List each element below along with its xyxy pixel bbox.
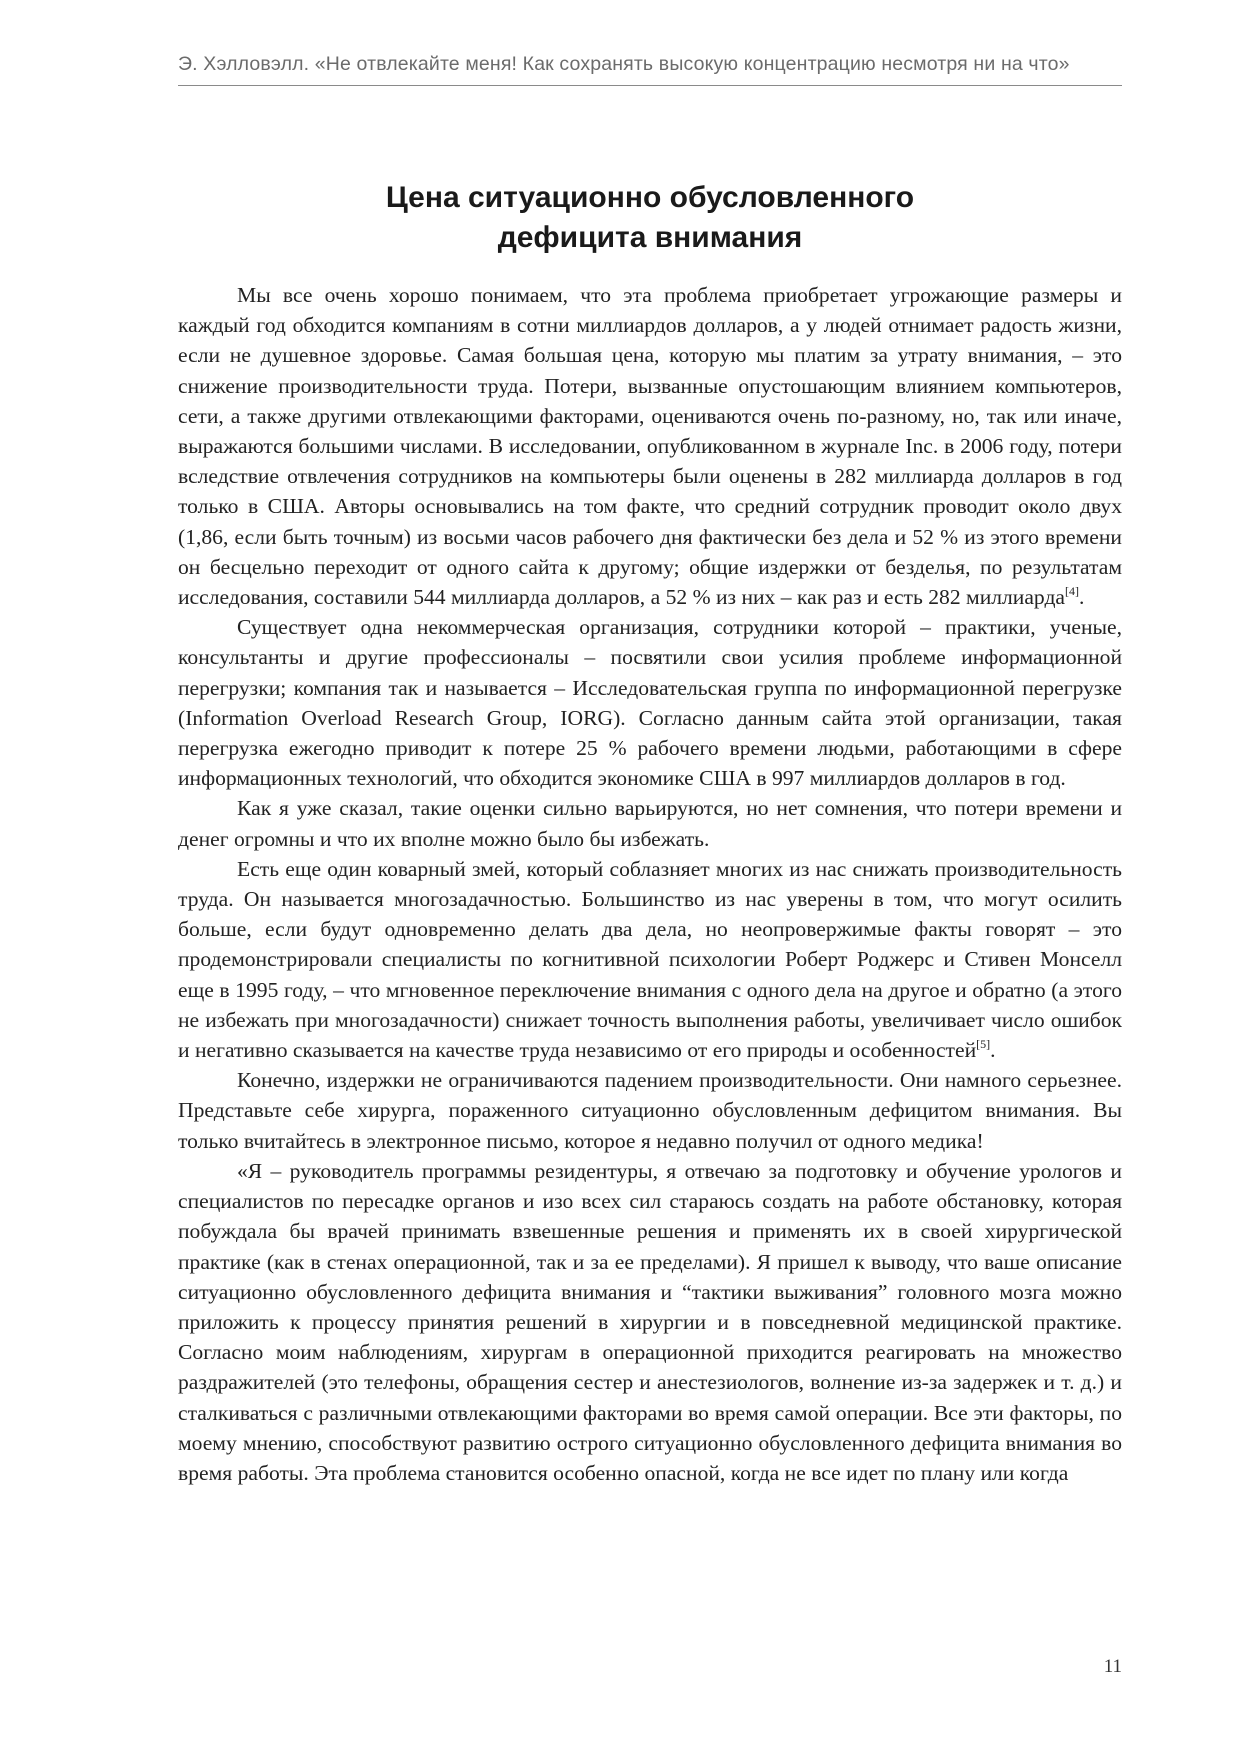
paragraph	[178, 854, 1122, 1065]
paragraph-end: .	[990, 1038, 996, 1063]
footnote-ref[interactable]: [4]	[1065, 584, 1080, 599]
header-divider	[178, 85, 1122, 86]
paragraph: Существует одна некоммерческая организация, сотрудники которой – практики, ученые, консультанты и другие профессионалы – посвятили свои усилия проблеме информационной перегрузки; компания так и называется – Исследовательская группа по информационной перегрузке (Information Overload Research Group, IORG). Согласно данным сайта этой организации, такая перегрузка ежегодно приводит к потере 25 % рабочего времени людьми, работающими в сфере информационных технологий, что обходится экономике США в 997 миллиардов долларов в год.	[178, 615, 1122, 791]
chapter-title-line-1: Цена ситуационно обусловленного	[385, 181, 915, 214]
paragraph: Конечно, издержки не ограничиваются падением производительности. Они намного серьезнее. Представьте себе хирурга, пораженного ситуационно обусловленным дефицитом внимания. Вы только вчитайтесь в электронное письмо, которое я недавно получил от одного медика!	[178, 1068, 1122, 1153]
body-text	[178, 280, 1122, 1488]
paragraph	[178, 280, 1122, 612]
running-header: Э. Хэлловэлл. «Не отвлекайте меня! Как сохранять высокую концентрацию несмотря ни на что»	[178, 53, 1070, 75]
paragraph: «Я – руководитель программы резидентуры, я отвечаю за подготовку и обучение урологов и специалистов по пересадке органов и изо всех сил стараюсь создать на работе обстановку, которая побуждала бы врачей принимать взвешенные решения и применять их в своей хирургической практике (как в стенах операционной, так и за ее пределами). Я пришел к выводу, что ваше описание ситуационно обусловленного дефицита внимания и “тактики выживания” головного мозга можно приложить к процессу принятия решений в хирургии и в повседневной медицинской практике. Согласно моим наблюдениям, хирургам в операционной приходится реагировать на множество раздражителей (это телефоны, обращения сестер и анестезиологов, волнение из-за задержек и т. д.) и сталкиваться с различными отвлекающими факторами во время самой операции. Все эти факторы, по моему мнению, способствуют развитию острого ситуационно обусловленного дефицита внимания во время работы. Эта проблема становится особенно опасной, когда не все идет по плану или когда	[178, 1158, 1122, 1485]
paragraph: Как я уже сказал, такие оценки сильно варьируются, но нет сомнения, что потери времени и денег огромны и что их вполне можно было бы избежать.	[178, 796, 1122, 851]
footnote-ref[interactable]: [5]	[976, 1037, 991, 1052]
paragraph-text: Мы все очень хорошо понимаем, что эта проблема приобретает угрожающие размеры и каждый год обходится компаниям в сотни миллиардов долларов, а у людей отнимает радость жизни, если не душевное здоровье. Самая большая цена, которую мы платим за утрату внимания, – это снижение производительности труда. Потери, вызванные опустошающим влиянием компьютеров, сети, а также другими отвлекающими факторами, оцениваются очень по-разному, но, так или иначе, выражаются большими числами. В исследовании, опубликованном в журнале Inc. в 2006 году, потери вследствие отвлечения сотрудников на компьютеры были оценены в 282 миллиарда долларов в год только в США. Авторы основывались на том факте, что средний сотрудник проводит около двух (1,86, если быть точным) из восьми часов рабочего дня фактически без дела и 52 % из этого времени он бесцельно переходит от одного сайта к другому; общие издержки от безделья, по результатам исследования, составили 544 миллиарда долларов, а 52 % из них – как раз и есть 282 миллиарда	[178, 283, 1122, 610]
chapter-title-line-2: дефицита внимания	[497, 221, 803, 254]
paragraph-end: .	[1079, 585, 1085, 610]
paragraph-text: Есть еще один коварный змей, который соблазняет многих из нас снижать производительность труда. Он называется многозадачностью. Большинство из нас уверены в том, что могут осилить больше, если будут одновременно делать два дела, но неопровержимые факты говорят – это продемонстрировали специалисты по когнитивной психологии Роберт Роджерс и Стивен Монселл еще в 1995 году, – что мгновенное переключение внимания с одного дела на другое и обратно (а этого не избежать при многозадачности) снижает точность выполнения работы, увеличивает число ошибок и негативно сказывается на качестве труда независимо от его природы и особенностей	[178, 856, 1122, 1063]
chapter-title	[178, 178, 1122, 258]
page-number: 11	[1103, 1656, 1122, 1677]
